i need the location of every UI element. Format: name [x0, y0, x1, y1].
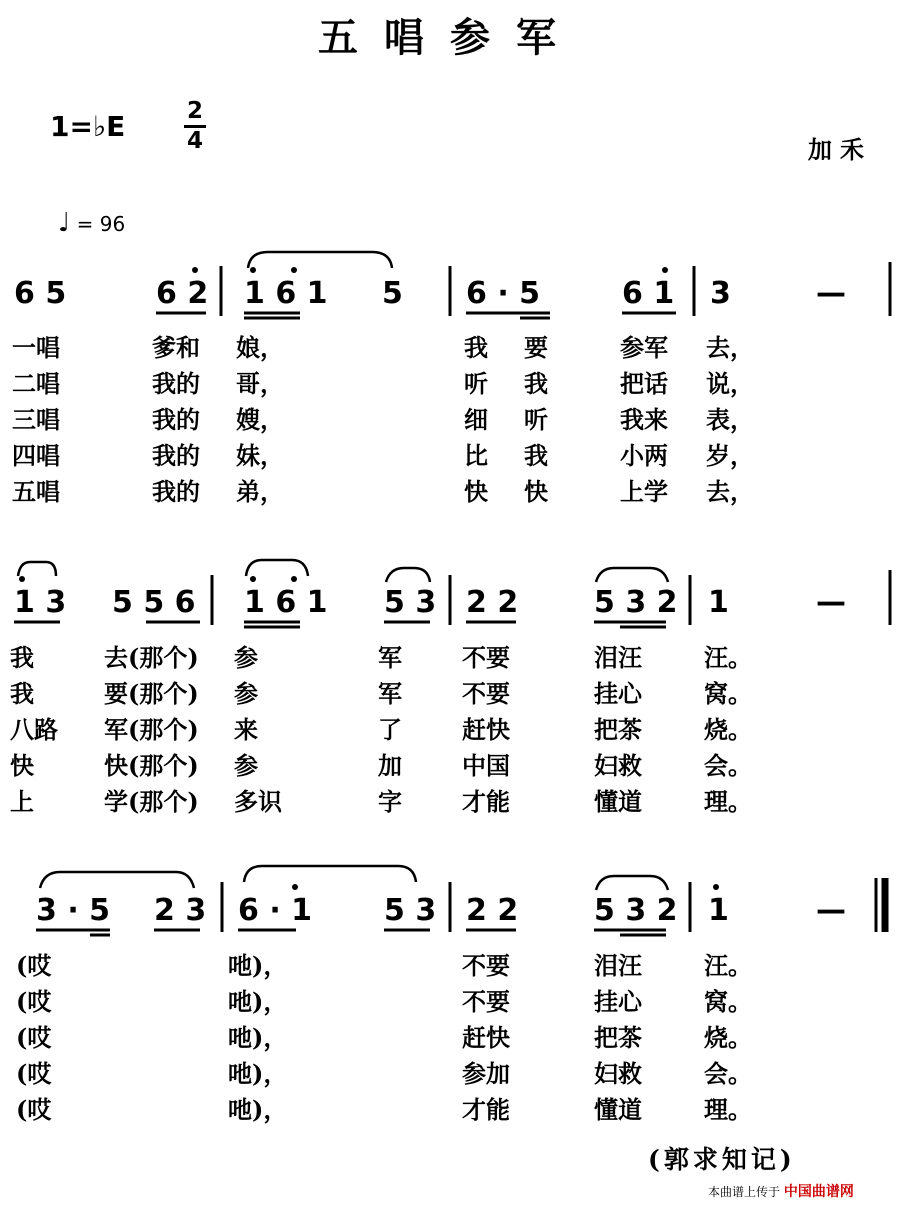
octave-dot: [250, 267, 256, 273]
lyric: (哎: [16, 951, 52, 980]
lyric: 我的: [152, 405, 200, 434]
octave-dot: [291, 267, 297, 273]
lyric: 不要: [462, 643, 510, 672]
row2-note-4: 5 3: [384, 585, 437, 620]
tie: [40, 872, 194, 888]
lyric: 妇救: [594, 751, 642, 780]
lyric: 八路: [10, 715, 58, 744]
lyric: (哎: [16, 987, 52, 1016]
tie: [386, 568, 430, 582]
lyric: 要(那个): [104, 679, 199, 708]
row3-note-8: —: [816, 893, 846, 928]
lyric: 上: [10, 787, 34, 816]
octave-dot: [713, 884, 719, 890]
lyric: 参: [234, 643, 258, 672]
row3-note-2: 2 3: [154, 893, 207, 928]
lyric: 烧。: [704, 715, 752, 744]
tie: [246, 560, 308, 576]
row3-note-6: 5 3 2: [594, 893, 678, 928]
meter-bottom: 4: [186, 128, 203, 154]
row2-note-7: 1: [708, 585, 729, 620]
tie: [248, 252, 392, 268]
lyric: 军(那个): [104, 715, 199, 744]
lyric: 我的: [152, 369, 200, 398]
lyric: 军: [378, 643, 402, 672]
octave-dot: [662, 267, 668, 273]
lyric: 弟，: [236, 477, 284, 506]
tie: [596, 876, 668, 890]
lyric: 来: [234, 715, 258, 744]
lyric: (哎: [16, 1095, 52, 1124]
lyric: 要: [524, 333, 548, 362]
lyric: 懂道: [594, 1095, 642, 1124]
lyric: 我的: [152, 441, 200, 470]
lyric: 吔)，: [228, 987, 288, 1016]
row1-note-5: 6 · 5: [466, 276, 541, 311]
row1-note-6: 6 1: [622, 276, 675, 311]
lyric: 会。: [704, 1059, 752, 1088]
key-signature: 1=♭E: [50, 110, 126, 143]
lyric: 加: [378, 751, 402, 780]
lyric: 去，: [706, 333, 754, 362]
lyric: 懂道: [594, 787, 642, 816]
row3-note-7: 1: [708, 893, 729, 928]
lyric: 二唱: [12, 369, 60, 398]
lyric: 我: [10, 643, 34, 672]
lyric: 泪汪: [594, 951, 642, 980]
lyric: 汪。: [704, 643, 752, 672]
lyric: 挂心: [594, 987, 642, 1016]
lyric: 才能: [462, 1095, 510, 1124]
lyric: 岁，: [706, 441, 754, 470]
lyric: 把茶: [594, 1023, 642, 1052]
tie: [18, 562, 56, 576]
tie: [244, 866, 416, 882]
lyric: 我来: [620, 405, 668, 434]
lyric: 窝。: [704, 679, 752, 708]
row2-note-3: 1 6 1: [244, 585, 328, 620]
lyric: 去(那个): [104, 643, 199, 672]
composer: 加禾: [808, 135, 872, 164]
lyric: 快(那个): [104, 751, 199, 780]
lyric: 不要: [462, 679, 510, 708]
lyric: 赶快: [462, 1023, 510, 1052]
octave-dot: [292, 884, 298, 890]
octave-dot: [250, 576, 256, 582]
lyric: 表，: [706, 405, 754, 434]
lyric: 快: [464, 477, 488, 506]
lyric: 说，: [706, 369, 754, 398]
lyric: 妇救: [594, 1059, 642, 1088]
lyric: 吔)，: [228, 1023, 288, 1052]
lyric: 我: [524, 441, 548, 470]
row1-note-3: 1 6 1: [244, 276, 328, 311]
lyric: 理。: [704, 1095, 752, 1124]
lyric: 四唱: [12, 441, 60, 470]
lyric: 学(那个): [104, 787, 199, 816]
lyric: 会。: [704, 751, 752, 780]
lyric: 哥，: [236, 369, 284, 398]
lyric: 参加: [462, 1059, 510, 1088]
octave-dot: [192, 267, 198, 273]
lyric: 多识: [234, 787, 282, 816]
row3-note-5: 2 2: [466, 893, 519, 928]
lyric: 参军: [620, 333, 668, 362]
site-logo: 中国曲谱网: [783, 1184, 854, 1200]
lyric: 娘，: [236, 333, 284, 362]
lyric: 挂心: [594, 679, 642, 708]
lyric: 小两: [620, 441, 668, 470]
lyric: 字: [378, 787, 402, 816]
lyric: 吔)，: [228, 1095, 288, 1124]
lyric: 不要: [462, 951, 510, 980]
lyric: 快: [524, 477, 548, 506]
row1-note-2: 6 2: [156, 276, 209, 311]
lyric: 五唱: [12, 477, 60, 506]
lyric: 比: [464, 441, 488, 470]
song-title: 五唱参军: [318, 14, 582, 61]
lyric: 把话: [620, 369, 668, 398]
lyric: 理。: [704, 787, 752, 816]
lyric: 参: [234, 751, 258, 780]
tie: [596, 568, 668, 582]
lyric: 一唱: [12, 333, 60, 362]
lyric: 上学: [620, 477, 668, 506]
lyric: 去，: [706, 477, 754, 506]
row2-note-1: 1 3: [14, 585, 67, 620]
row2-note-2: 5 5 6: [112, 585, 196, 620]
lyric: 我的: [152, 477, 200, 506]
row1-note-8: —: [816, 276, 846, 311]
lyric: 把茶: [594, 715, 642, 744]
lyric: 窝。: [704, 987, 752, 1016]
octave-dot: [291, 576, 297, 582]
lyric: 吔)，: [228, 951, 288, 980]
lyric: (哎: [16, 1059, 52, 1088]
row2-note-5: 2 2: [466, 585, 519, 620]
octave-dot: [19, 576, 25, 582]
lyric: 妹，: [236, 441, 284, 470]
lyric: 军: [378, 679, 402, 708]
lyric: 听: [524, 405, 548, 434]
meter-top: 2: [186, 98, 203, 124]
lyric: 中国: [462, 751, 510, 780]
row1-note-7: 3: [710, 276, 731, 311]
lyric: 泪汪: [594, 643, 642, 672]
lyric: 我: [10, 679, 34, 708]
lyric: 汪。: [704, 951, 752, 980]
row1-note-1: 6 5: [14, 276, 67, 311]
lyric: 吔)，: [228, 1059, 288, 1088]
row3-note-1: 3 · 5: [36, 893, 111, 928]
lyric: 我: [524, 369, 548, 398]
transcriber-credit: (郭求知记): [648, 1145, 796, 1174]
footer-text: 本曲谱上传于: [708, 1185, 781, 1199]
lyric: 不要: [462, 987, 510, 1016]
row1-note-4: 5: [382, 276, 403, 311]
lyric: 嫂，: [236, 405, 284, 434]
quarter-note-icon: ♩: [58, 208, 71, 238]
row3-note-4: 5 3: [384, 893, 437, 928]
lyric: (哎: [16, 1023, 52, 1052]
row2-note-6: 5 3 2: [594, 585, 678, 620]
lyric: 三唱: [12, 405, 60, 434]
tempo-value: = 96: [76, 212, 126, 236]
lyric: 细: [464, 405, 488, 434]
lyric: 了: [378, 715, 402, 744]
lyric: 快: [10, 751, 34, 780]
lyric: 听: [464, 369, 488, 398]
lyric: 烧。: [704, 1023, 752, 1052]
lyric: 我: [464, 333, 488, 362]
row2-note-8: —: [816, 585, 846, 620]
lyric: 参: [234, 679, 258, 708]
lyric: 爹和: [152, 333, 200, 362]
row3-note-3: 6 · 1: [238, 893, 313, 928]
lyric: 才能: [462, 787, 510, 816]
footer-watermark: [708, 1181, 854, 1201]
lyric: 赶快: [462, 715, 510, 744]
